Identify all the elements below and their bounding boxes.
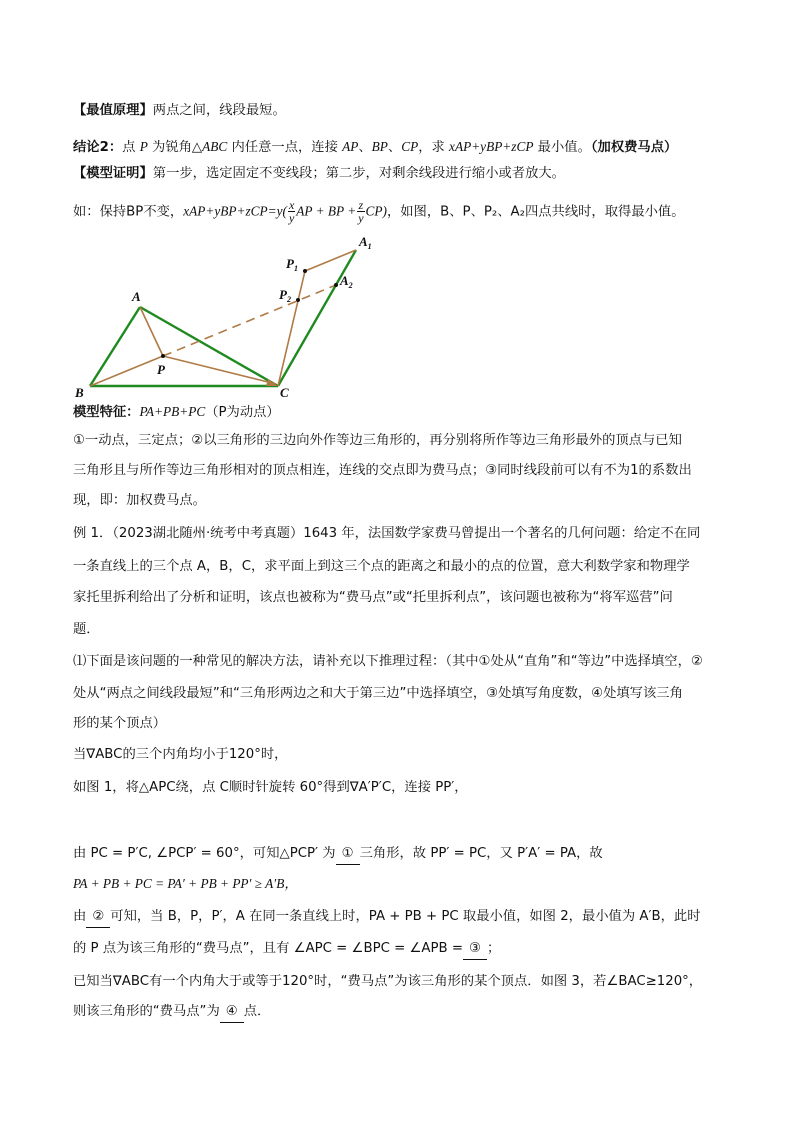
features-title-line	[73, 402, 280, 423]
fraction-x-over-y	[288, 199, 295, 224]
conclusion2-line	[73, 137, 677, 158]
weighted-expression: xAP+yBP+zCP	[449, 139, 534, 154]
label-a1	[358, 234, 372, 251]
text: 由 PC = P′C, ∠PCP′ = 60°，可知△PCP′ 为	[73, 846, 336, 861]
reason-line-6	[73, 1002, 270, 1023]
text: 、	[387, 140, 402, 155]
denominator: y	[288, 211, 295, 225]
text: 的 P 点为该三角形的“费马点”，且有 ∠APC = ∠BPC = ∠APB =	[73, 941, 464, 956]
label-p: P	[157, 362, 165, 377]
denominator: y	[358, 211, 364, 225]
label-p1-sub: 1	[293, 264, 298, 273]
features-line: 现，即：加权费马点。	[73, 493, 206, 508]
principle-text: 两点之间，线段最短。	[152, 103, 286, 118]
text: 如：保持BP不变，	[73, 204, 184, 220]
reason-line-3	[73, 907, 701, 928]
part1-line: 形的某个顶点）	[73, 716, 167, 731]
features-line: ①一动点，三定点；②以三角形的三边向外作等边三角形的，再分别将所作等边三角形最外的顶点与已知	[73, 433, 682, 448]
point-p2	[296, 298, 300, 302]
features-expr: PA+PB+PC	[139, 404, 206, 419]
principle-tag: 【最值原理】	[73, 103, 153, 118]
text: 点	[122, 140, 140, 155]
text: 可知，当 B，P，P′，A 在同一条直线上时，PA + PB + PC 取最小值，如图 2，最小值为 A′B，此时	[110, 909, 701, 924]
var-ap: AP	[342, 139, 359, 154]
proof-line	[73, 164, 565, 184]
label-c: C	[280, 385, 289, 400]
text: 、	[358, 140, 372, 155]
reason-line-4	[73, 939, 500, 960]
example1-line: 题．	[73, 622, 100, 637]
label-a2-main: A	[340, 273, 349, 288]
text: ，如图，B、P、P₂、A₂四点共线时，取得最小值。	[386, 204, 685, 220]
part1-line: 如图 1，将△APC绕，点 C顺时针旋转 60°得到∇A′P′C，连接 PP′，	[73, 780, 468, 795]
label-b: B	[75, 385, 84, 400]
point-a2	[334, 283, 338, 287]
answer-blank-4[interactable]: ④	[220, 1002, 244, 1023]
fraction-z-over-y	[357, 199, 364, 224]
text: 三角形，故 PP′ = PC，又 P′A′ = PA，故	[359, 846, 603, 861]
geometry-figure	[60, 232, 390, 404]
features-line: 三角形且与所作等边三角形相对的顶点相连，连线的交点即为费马点；③同时线段前可以有不为1的系数出	[73, 463, 692, 478]
text: 最小值。	[533, 140, 591, 155]
example1-line: 家托里拆利给出了分析和证明，该点也被称为“费马点”或“托里拆利点”，该问题也被称为“将军巡营”问	[73, 590, 673, 605]
label-p2-sub: 2	[286, 295, 291, 304]
expr: CP)	[365, 203, 387, 219]
expr: xAP+yBP+zCP=y(	[183, 203, 287, 219]
var-p: P	[139, 139, 148, 154]
segment-pc	[163, 356, 276, 384]
point-p	[161, 354, 165, 358]
label-p1-main: P	[286, 256, 294, 271]
label-p1	[286, 256, 298, 273]
example1-line: 例 1．（2023湖北随州·统考中考真题）1643 年，法国数学家费马曾提出一个著名的几何问题：给定不在同	[73, 526, 701, 541]
weighted-fermat-label: （加权费马点）	[590, 140, 678, 155]
principle-line	[73, 101, 286, 121]
proof-text: 第一步，选定固定不变线段；第二步，对剩余线段进行缩小或者放大。	[152, 166, 565, 181]
dashed-line-p-a2	[163, 285, 336, 356]
features-title: 模型特征：	[73, 405, 140, 420]
label-a: A	[132, 289, 141, 304]
label-a1-main: A	[359, 234, 368, 249]
answer-blank-3[interactable]: ③	[463, 939, 487, 960]
label-a2	[339, 273, 353, 290]
text: 由	[73, 909, 87, 924]
text: 则该三角形的“费马点”为	[73, 1004, 220, 1019]
part1-line: 当∇ABC的三个内角均小于120°时，	[73, 747, 288, 762]
features-note: （P为动点）	[205, 405, 280, 420]
segment-p1a1	[305, 250, 356, 271]
text: 为锐角△	[147, 140, 203, 155]
label-a1-sub: 1	[367, 242, 372, 251]
label-a2-sub: 2	[348, 281, 353, 290]
expr: AP + BP +	[296, 203, 357, 219]
var-cp: CP	[401, 139, 419, 154]
reason-line-1	[73, 844, 603, 865]
var-bp: BP	[371, 139, 388, 154]
label-p2	[279, 287, 291, 304]
part1-line: ⑴下面是该问题的一种常见的解决方法，请补充以下推理过程：（其中①处从“直角”和“等边”中选择填空，②	[73, 654, 703, 669]
proof-tag: 【模型证明】	[73, 166, 153, 181]
text: 点．	[243, 1004, 271, 1019]
example-line	[73, 199, 685, 224]
text: ，求	[418, 140, 450, 155]
point-p1	[303, 269, 307, 273]
reason-line-2: PA + PB + PC = PA′ + PB + PP′ ≥ A′B，	[73, 876, 298, 891]
label-p2-main: P	[279, 287, 287, 302]
conclusion2-label: 结论2：	[73, 140, 123, 155]
reason-line-5: 已知当∇ABC有一个内角大于或等于120°时，“费马点”为该三角形的某个顶点．如图 3，若∠BAC≥120°，	[73, 974, 703, 989]
numerator: x	[288, 198, 295, 212]
answer-blank-1[interactable]: ①	[336, 844, 360, 865]
var-abc: ABC	[202, 139, 228, 154]
segment-ab	[90, 307, 140, 386]
segment-bp	[90, 356, 163, 386]
arrowhead-c	[266, 379, 278, 386]
part1-line: 处从“两点之间线段最短”和“三角形两边之和大于第三边”中选择填空，③处填写角度数，④处填写该三角	[73, 686, 683, 701]
example1-line: 一条直线上的三个点 A，B，C，求平面上到这三个点的距离之和最小的点的位置，意大利数学家和物理学	[73, 559, 690, 574]
answer-blank-2[interactable]: ②	[86, 907, 110, 928]
text: 内任意一点，连接	[227, 140, 343, 155]
text: ；	[487, 941, 501, 956]
numerator: z	[358, 198, 364, 212]
